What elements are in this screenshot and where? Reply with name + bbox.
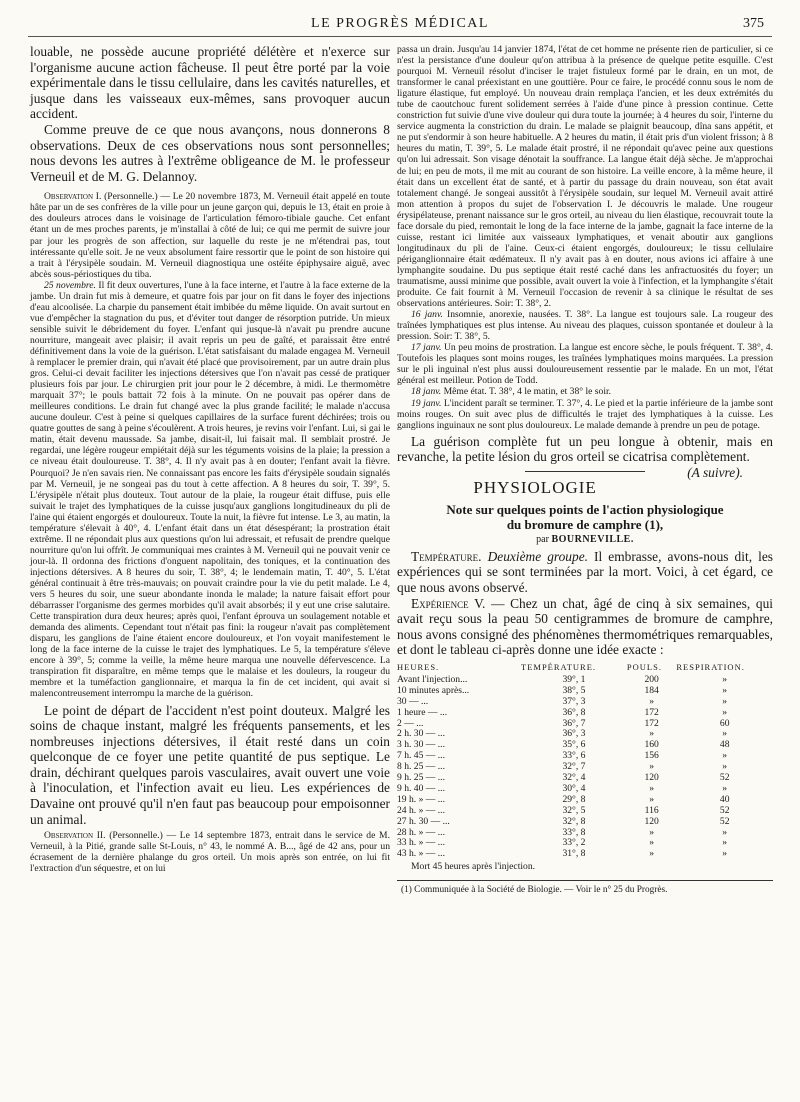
temperature-cell: 31°, 8 — [562, 848, 586, 860]
table-row — [397, 697, 773, 708]
respiration-cell: 52 — [719, 804, 730, 816]
pulse-cell: » — [649, 761, 655, 773]
time-cell: 19 h. » — ... — [397, 793, 445, 805]
respiration-cell: 52 — [719, 772, 730, 784]
column-header: POULS. — [626, 661, 662, 672]
time-cell: 1 heure — ... — [397, 706, 448, 718]
date-label: 16 janv. — [411, 309, 443, 321]
paragraph — [397, 342, 773, 386]
table-row — [397, 806, 773, 817]
column-header: RESPIRATION. — [676, 661, 745, 672]
paragraph-text: La guérison complète fut un peu longue à obtenir, mais en revanche, la petite lésion du gros orteil se cicatrisa complètement. — [397, 433, 773, 465]
paragraph: louable, ne possède aucune propriété délétère et n'exerce sur l'organisme aucune action fâcheuse. Il peut être porté par la voie expérimentale dans le tissu cellulaire, dans les cavités naturelles, et jusque dans les vaisseaux eux-mêmes, sans provoquer aucun accident. — [30, 44, 390, 122]
paragraph — [397, 433, 773, 480]
paragraph: Comme preuve de ce que nous avançons, nous donnerons 8 observations. Deux de ces observations nous sont personnelles; nous devons les autres à l'extrême obligeance de M. le professeur Verneuil et de M. G. Delannoy. — [30, 121, 390, 184]
respiration-cell: 52 — [719, 815, 730, 827]
table-row — [397, 849, 773, 860]
time-cell: 27 h. 30 — ... — [397, 815, 450, 827]
pulse-cell: » — [649, 793, 655, 805]
respiration-cell: » — [722, 761, 728, 773]
temperature-cell: 37°, 3 — [562, 695, 586, 707]
time-cell: 9 h. 40 — ... — [397, 782, 445, 794]
paragraph-text: Il fit deux ouvertures, l'une à la face interne, et l'autre à la face externe de la jambe. Un drain fut mis à demeure, et quatre fois par jour on fit dans le foyer des injections d'eau alcoolisée. La charpie du pansement était imbibée du même liquide. On avait surtout en vue d'empêcher la stagnation du pus, et d'éviter tout danger de résorption putride. Un mieux sensible suivit le débridement du foyer. L'enfant qui jusque-là n'avait pu prendre aucune nourriture, mangeait avec plaisir; il avait repris un peu de gaîté, et paraissait être entré définitivement dans la voie de la guérison. L'état satisfaisant du malade engagea M. Verneuil à remplacer le premier drain, qui n'avait été placé que provisoirement, par un autre drain plus gros. Celui-ci devait faciliter les injections détersives que l'on n'avait pas cessé de pratiquer plusieurs fois par jour. Le chirurgien prit jour pour le 2 décembre, à midi. Le thermomètre marquait 37°; le pouls battait 72 fois à la minute. On ne pouvait pas opérer dans de meilleures conditions. Le drain fut changé avec la plus grande facilité; le malade n'accusa aucune douleur. C'est à peine si quelques capillaires de la surface furent déchirées; trois ou quatre gouttes de sang à peine s'écoulèrent. A trois heures, je revins voir l'enfant. Lui, si gai le matin, était devenu maussade. Sa jambe, disait-il, lui faisait mal. Il semblait prostré. Je regardai, une légère rougeur empiétait déjà sur les téguments voisins de la plaie; la pression a ce niveau était douloureuse. T. 38°, 4. Il n'y avait pas à en douter; l'enfant avait la fièvre. Pourquoi? Je n'en savais rien. Ne connaissant pas encore les faits d'érysipèle soudain signalés par M. Verneuil, je ne songeai pas du tout à cette affection. A 8 heures du soir, T. 39°, 5. L'érysipèle n'était plus douteux. Tout autour de la plaie, la rougeur était diffuse, puis elle suivait le trajet des lymphatiques de la cuisse jusqu'aux ganglions longitudineaux du pli de l'aine qui étaient engorgés et douloureux. Toute la nuit, la fièvre fut intense. Le 3, au matin, la température s'élevait à 40°, 4. L'enfant était dans un état désespérant; la prostration était extrême. Il ne répondait plus aux questions qu'on lui adressait, et refusait de prendre quelque nourriture qu'on lui offrît. Je communiquai mes craintes à M. Verneuil qui ne pouvait venir ce jour-là. Il ordonna des frictions d'onguent napolitain, des toniques, et la continuation des injections détersives. A 8 heures du soir, T. 38°, 4; le lendemain matin, T. 40°, 5. L'état général continuait à être très-mauvais; on pouvait craindre pour la vie du petit malade. Le 4, vers 5 heures du soir, une sueur abondante inonda le malade; la nature faisait effort pour débarrasser l'organisme des germes morbides qu'il avait absorbés; il y eut une crise salutaire. Cette transpiration dura deux heures; après quoi, l'enfant éprouva un soulagement notable et demanda des aliments. Cependant tout n'était pas fini: la rougeur n'avait pas complètement disparu, les ganglions de l'aine étaient encore douloureux, et l'on voyait manifestement le long de la face interne de la cuisse le trajet des lymphatiques. Le 5, la température s'éleve encore à 39°, 5; comme la veille, la même heure marqua une nouvelle défervescence. La transpiration fit disparaître, en même temps que le malaise et les douleurs, la rougeur du membre et la tuméfaction ganglionnaire, et marqua la fin de cet incident, qui avait si malencontreusement interrompu la marche de la guérison. — [30, 279, 390, 700]
article-title-line-2: du bromure de camphre (1), — [506, 516, 664, 532]
date-label: 25 novembre. — [44, 279, 96, 291]
temperature-cell: 38°, 5 — [562, 684, 586, 696]
respiration-cell: » — [722, 750, 728, 762]
time-cell: 10 minutes après... — [397, 684, 470, 696]
table-row — [397, 773, 773, 784]
right-column — [397, 44, 773, 896]
pulse-cell: 200 — [644, 673, 659, 685]
pulse-cell: » — [649, 848, 655, 860]
pulse-cell: 172 — [644, 717, 659, 729]
page-number: 375 — [743, 16, 764, 31]
date-label: 19 janv. — [411, 397, 442, 409]
temperature-label: Température. — [411, 548, 482, 564]
time-cell: 7 h. 45 — ... — [397, 750, 445, 762]
pulse-cell: 172 — [644, 706, 659, 718]
pulse-cell: » — [649, 826, 655, 838]
temperature-cell: 33°, 2 — [562, 837, 586, 849]
observation-2 — [30, 830, 390, 874]
pulse-cell: 156 — [644, 750, 659, 762]
temperature-cell: 32°, 7 — [562, 761, 586, 773]
section-title: PHYSIOLOGIE — [473, 477, 597, 497]
temperature-cell: 29°, 8 — [562, 793, 586, 805]
time-cell: 33 h. » — ... — [397, 837, 445, 849]
respiration-cell: » — [722, 706, 728, 718]
pulse-cell: 184 — [644, 684, 659, 696]
column-header: HEURES. — [397, 661, 440, 672]
footnote: (1) Communiquée à la Société de Biologie. — Voir le n° 25 du Progrès. — [401, 885, 668, 896]
time-cell: 8 h. 25 — ... — [397, 761, 445, 773]
respiration-cell: » — [722, 728, 728, 740]
data-table — [397, 662, 773, 860]
table-row — [397, 708, 773, 719]
divider — [525, 471, 645, 472]
paragraph — [397, 549, 773, 596]
temperature-cell: 36°, 8 — [562, 706, 586, 718]
date-label: 18 janv. — [411, 386, 442, 398]
temperature-cell: 32°, 5 — [562, 804, 586, 816]
paragraph — [397, 398, 773, 431]
paragraph — [397, 596, 773, 658]
respiration-cell: » — [722, 695, 728, 707]
column-header: TEMPÉRATURE. — [521, 661, 597, 672]
time-cell: 3 h. 30 — ... — [397, 739, 445, 751]
respiration-cell: » — [722, 826, 728, 838]
observation-text: (Personnelle.) — Le 14 septembre 1873, entrait dans le service de M. Verneuil, à la Pitié, grande salle St-Louis, n° 43, le nommé A. B..., âgé de 42 ans, pour un écrasement de la dernière phalange du gros orteil. Un mois après son entrée, on lui fit l'extraction d'un séquestre, et on lui — [30, 830, 390, 875]
time-cell: 9 h. 25 — ... — [397, 772, 445, 784]
temperature-cell: 32°, 4 — [562, 772, 586, 784]
temperature-cell: 36°, 7 — [562, 717, 586, 729]
paragraph-text: — Chez un chat, âgé de cinq à six semaines, qui avait reçu sous la peau 50 centigrammes de bromure de camphre, nous avons consigné des phénomènes thermométriques remarquables, et dont le tableau ci-après donne une idée exacte : — [397, 595, 773, 658]
pulse-cell: » — [649, 782, 655, 794]
time-cell: 30 — ... — [397, 695, 429, 707]
respiration-cell: » — [722, 837, 728, 849]
table-row — [397, 828, 773, 839]
experiment-label: Expérience V. — [411, 595, 486, 611]
respiration-cell: 48 — [719, 739, 730, 751]
respiration-cell: » — [722, 782, 728, 794]
temperature-cell: 36°, 3 — [562, 728, 586, 740]
observation-text: (Personnelle.) — Le 20 novembre 1873, M. Verneuil était appelé en toute hâte par un de ses confrères de la ville pour un jeune garçon qui, depuis le 13, était en proie à des douleurs atroces dans le voisinage de l'articulation fémoro-tibiale gauche. Cet enfant étant un de mes proches parents, je m'installai à côté de lui; ce qui me permit de suivre jour par jour les progrès de son affection, sur laquelle du reste je ne m'étendrai pas, tout intéressante qu'elle soit. Je ne veux absolument faire ressortir que le point de son histoire qui a trait à l'érysipèle soudain. M. Verneuil diagnostiqua une ostéite épiphysaire aiguë, avec abcès sous-périostiques du tiba. — [30, 191, 390, 280]
author-name: BOURNEVILLE. — [551, 533, 634, 545]
temperature-cell: 39°, 1 — [562, 673, 586, 685]
paragraph — [397, 386, 773, 397]
paragraph-text: Un peu moins de prostration. La langue est encore sèche, le pouls fréquent. T. 38°, 4. Toutefois les plaques sont moins rouges, les traînées lymphatiques moins marquées. La pression sur le pli inguinal n'est plus aussi douloureusement ressentie par le malade. En un mot, l'état général est meilleur. Potion de Todd. — [397, 342, 773, 387]
pulse-cell: » — [649, 837, 655, 849]
table-row — [397, 795, 773, 806]
table-header-row — [397, 662, 773, 675]
article-title: Note sur quelques points de l'action physiologique — [446, 501, 724, 517]
table-row — [397, 686, 773, 697]
respiration-cell: 60 — [719, 717, 730, 729]
running-header — [28, 12, 772, 37]
byline-par: par — [536, 533, 549, 545]
temperature-cell: 33°, 6 — [562, 750, 586, 762]
table-row — [397, 784, 773, 795]
observation-1 — [30, 191, 390, 279]
respiration-cell: » — [722, 684, 728, 696]
respiration-cell: » — [722, 673, 728, 685]
pulse-cell: » — [649, 695, 655, 707]
time-cell: 24 h. » — ... — [397, 804, 445, 816]
table-row — [397, 751, 773, 762]
table-row — [397, 838, 773, 849]
footnote-divider — [397, 880, 773, 881]
table-row — [397, 729, 773, 740]
table-row — [397, 817, 773, 828]
respiration-cell: » — [722, 848, 728, 860]
date-label: 17 janv. — [411, 342, 442, 354]
journal-title: LE PROGRÈS MÉDICAL — [311, 16, 489, 31]
temperature-cell: 30°, 4 — [562, 782, 586, 794]
paragraph — [30, 280, 390, 700]
pulse-cell: 116 — [644, 804, 659, 816]
table-row — [397, 740, 773, 751]
paragraph-text: Insomnie, anorexie, nausées. T. 38°. La langue est toujours sale. La rougeur des traînées lymphatiques est plus intense. Au niveau des plaques, cuisson spontanée et douleur à la pression. Soir: T. 38°, 5. — [397, 309, 773, 343]
group-label: Deuxième groupe. — [487, 548, 588, 564]
paragraph-text: L'incident paraît se terminer. T. 37°, 4. Le pied et la partie inférieure de la jambe sont moins rouges. On suit avec plus de difficultés le trajet des lymphatiques à la cuisse. Les ganglions inguinaux ne sont plus douloureux. Le malade demande à prendre un peu de potage. — [397, 397, 773, 431]
to-be-continued: (A suivre). — [687, 464, 743, 480]
byline — [397, 534, 773, 545]
table-note: Mort 45 heures après l'injection. — [411, 861, 536, 873]
paragraph: Le point de départ de l'accident n'est point douteux. Malgré les soins de chaque instant, malgré les fréquents pansements, et les nombreuses injections détersives, il était resté dans un coin quelconque de ce foyer une petite quantité de pus septique. Le drain, déchirant quelques parois vasculaires, avait ouvert une voie à l'inoculation, et l'infection avait eu lieu. Les expériences de Davaine ont prouvé qu'il n'en faut pas beaucoup pour empoisonner un animal. — [30, 702, 390, 827]
left-column — [30, 44, 390, 874]
respiration-cell: 40 — [719, 793, 730, 805]
time-cell: 43 h. » — ... — [397, 848, 445, 860]
observation-label: Observation I. — [44, 191, 102, 203]
temperature-cell: 33°, 8 — [562, 826, 586, 838]
paragraph: passa un drain. Jusqu'au 14 janvier 1874, l'état de cet homme ne présente rien de particulier, si ce n'est la persistance d'une douleur qu'on attribua à la présence de quelque petite esquille. C'est pourquoi M. Verneuil résolut d'inciser le trajet fistuleux formé par le drain, en un mot, de transformer le canal préexistant en une gouttière. Pour ce faire, le procédé connu sous le nom de ligature élastique, fut employé. Un nouveau drain remplaça l'ancien, et les deux extrémités du tube de caoutchouc furent solidement serrées à l'aide d'une pince à pression continue. Cette constriction fut suivie d'une vive douleur qui dura toute la journée; à 4 heures du soir, l'interne du service augmenta la constriction du drain. Le malade se plaignit beaucoup, dîna sans appétit, et ne put s'endormir à son heure habituelle. A 2 heures du matin, il était pris d'un violent frisson; à 8 heures du matin, T. 39°, 5. Le malade était prostré, il ne répondait qu'avec peine aux questions qu'on lui adressait. Son visage dénotait la souffrance. La langue était déjà sèche. Je m'approchai de lui; en peu de mots, il me mit au courant de son histoire. La veille encore, à la même heure, il était dans un excellent état de santé, et à partir du passage du drain nouveau, son état avait totalement changé. Je songeai aussitôt à l'érysipèle soudain, sur lequel M. Verneuil avait attiré mon attention à propos du sujet de l'observation I. Je découvris le malade. Une rougeur érysipélateuse, prenant naissance sur le gros orteil, au niveau du lien élastique, recouvrait toute la face dorsale du pied, remontait le long de la face interne de la jambe, gagnait la face interne de la cuisse, restant ici limitée aux vaisseaux lymphatiques, et venait aboutir aux ganglions longitudinaux du pli de l'aine. Ceux-ci étaient engorgés, douloureux; le tissu cellulaire périganglionnaire était œdémateux. Il n'y avait pas à en douter, nous avions ici affaire à une lymphangite soudaine. Du pus septique était resté caché dans les anfractuosités du foyer; un traumatisme, aussi minime que possible, avait ouvert la voie à l'infection, et la lymphangite s'était produite. Ce fait fournit à M. Verneuil l'occasion de revenir à sa clinique le résultat de ses observations antérieures. Soir: T. 38°, 2. — [397, 44, 773, 310]
paragraph-text: Il embrasse, avons-nous dit, les expériences qui se sont terminées par la mort. Voici, à cet égard, ce que nous avons observé. — [397, 548, 773, 596]
time-cell: 2 h. 30 — ... — [397, 728, 445, 740]
pulse-cell: 160 — [644, 739, 659, 751]
temperature-cell: 32°, 8 — [562, 815, 586, 827]
paragraph — [397, 309, 773, 342]
pulse-cell: » — [649, 728, 655, 740]
time-cell: 28 h. » — ... — [397, 826, 445, 838]
table-row — [397, 719, 773, 730]
table-row — [397, 762, 773, 773]
observation-label: Observation II. — [44, 830, 106, 842]
time-cell: Avant l'injection... — [397, 673, 468, 685]
paragraph-text: Même état. T. 38°, 4 le matin, et 38° le soir. — [443, 386, 612, 398]
pulse-cell: 120 — [644, 772, 659, 784]
time-cell: 2 — ... — [397, 717, 424, 729]
temperature-cell: 35°, 6 — [562, 739, 586, 751]
pulse-cell: 120 — [644, 815, 659, 827]
